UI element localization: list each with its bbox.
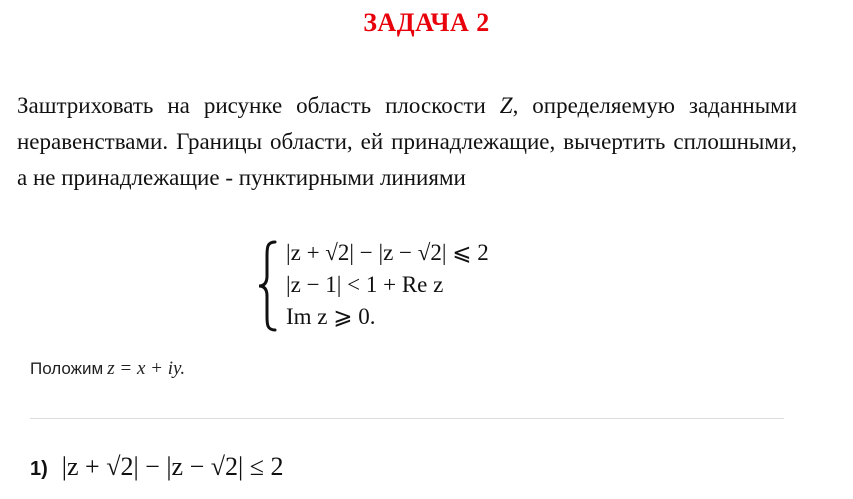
substitution-formula: z = x + iy. — [107, 358, 186, 379]
substitution-text: Положим — [30, 359, 104, 378]
substitution-line — [30, 358, 185, 380]
task-statement — [17, 88, 797, 196]
task-text-end: , определяемую заданными неравенствами. Границы области, ей принадлежащие, вычертить сплошными, а не принадлежащие - пунктирными линиями — [17, 93, 798, 190]
plane-variable: Z — [499, 93, 513, 118]
inequality-system — [256, 238, 586, 334]
section-divider — [30, 418, 784, 419]
inequality-3: Im z ⩾ 0. — [286, 304, 376, 329]
step-1 — [30, 452, 284, 482]
task-text-start: Заштриховать на рисунке область плоскости — [17, 93, 486, 118]
step-number: 1) — [30, 458, 48, 480]
left-brace-icon — [256, 238, 278, 334]
inequality-2: |z − 1| < 1 + Re z — [286, 272, 444, 297]
task-title: ЗАДАЧА 2 — [363, 8, 490, 37]
inequality-1: |z + √2| − |z − √2| ⩽ 2 — [286, 240, 489, 265]
step-expression: |z + √2| − |z − √2| ≤ 2 — [61, 452, 284, 481]
